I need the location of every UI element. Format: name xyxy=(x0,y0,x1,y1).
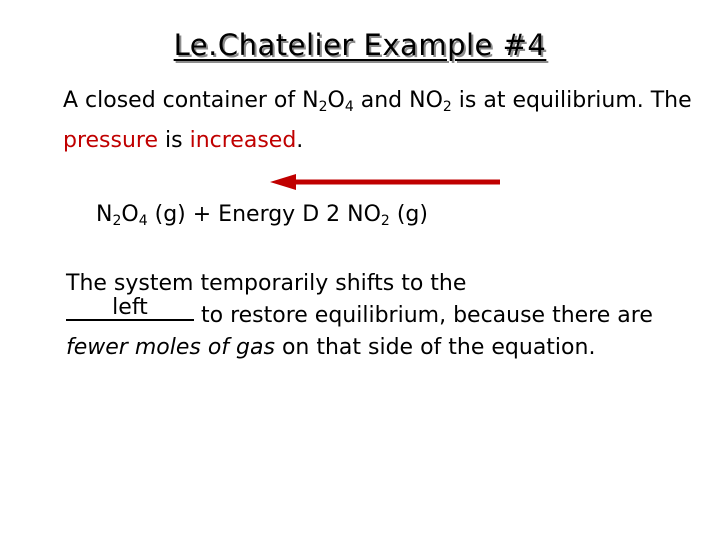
subscript: 2 xyxy=(380,213,390,229)
slide-title: Le.Chatelier Example #4 xyxy=(173,28,547,62)
explanation xyxy=(66,268,706,364)
reactant: N xyxy=(96,202,113,227)
product-state: (g) xyxy=(389,202,428,227)
intro-text: and NO xyxy=(353,88,443,113)
answer-text: left xyxy=(112,295,148,320)
explanation-line3: on that side of the equation. xyxy=(274,335,596,360)
chemical-equation xyxy=(96,202,428,229)
equation-middle: (g) + Energy xyxy=(147,202,303,227)
subscript: 4 xyxy=(138,213,148,229)
subscript: 2 xyxy=(318,99,328,115)
intro-text: is xyxy=(158,128,190,153)
left-shift-arrow-icon xyxy=(270,172,502,192)
highlight-pressure: pressure xyxy=(63,128,159,153)
intro-text: O xyxy=(327,88,345,113)
subscript: 2 xyxy=(442,99,452,115)
emphasis-text: fewer moles of gas xyxy=(66,335,275,360)
equilibrium-symbol-icon: D xyxy=(302,202,320,227)
product: 2 NO xyxy=(319,202,381,227)
problem-statement xyxy=(63,84,703,157)
explanation-line1: The system temporarily shifts to the xyxy=(66,271,467,296)
intro-text: is at equilibrium. The xyxy=(451,88,692,113)
answer-blank xyxy=(66,297,194,321)
subscript: 2 xyxy=(112,213,122,229)
subscript: 4 xyxy=(344,99,354,115)
intro-text: . xyxy=(296,128,304,153)
highlight-increased: increased xyxy=(189,128,297,153)
intro-text: A closed container of N xyxy=(63,88,319,113)
explanation-line2: to restore equilibrium, because there are xyxy=(194,303,653,328)
reactant: O xyxy=(121,202,139,227)
